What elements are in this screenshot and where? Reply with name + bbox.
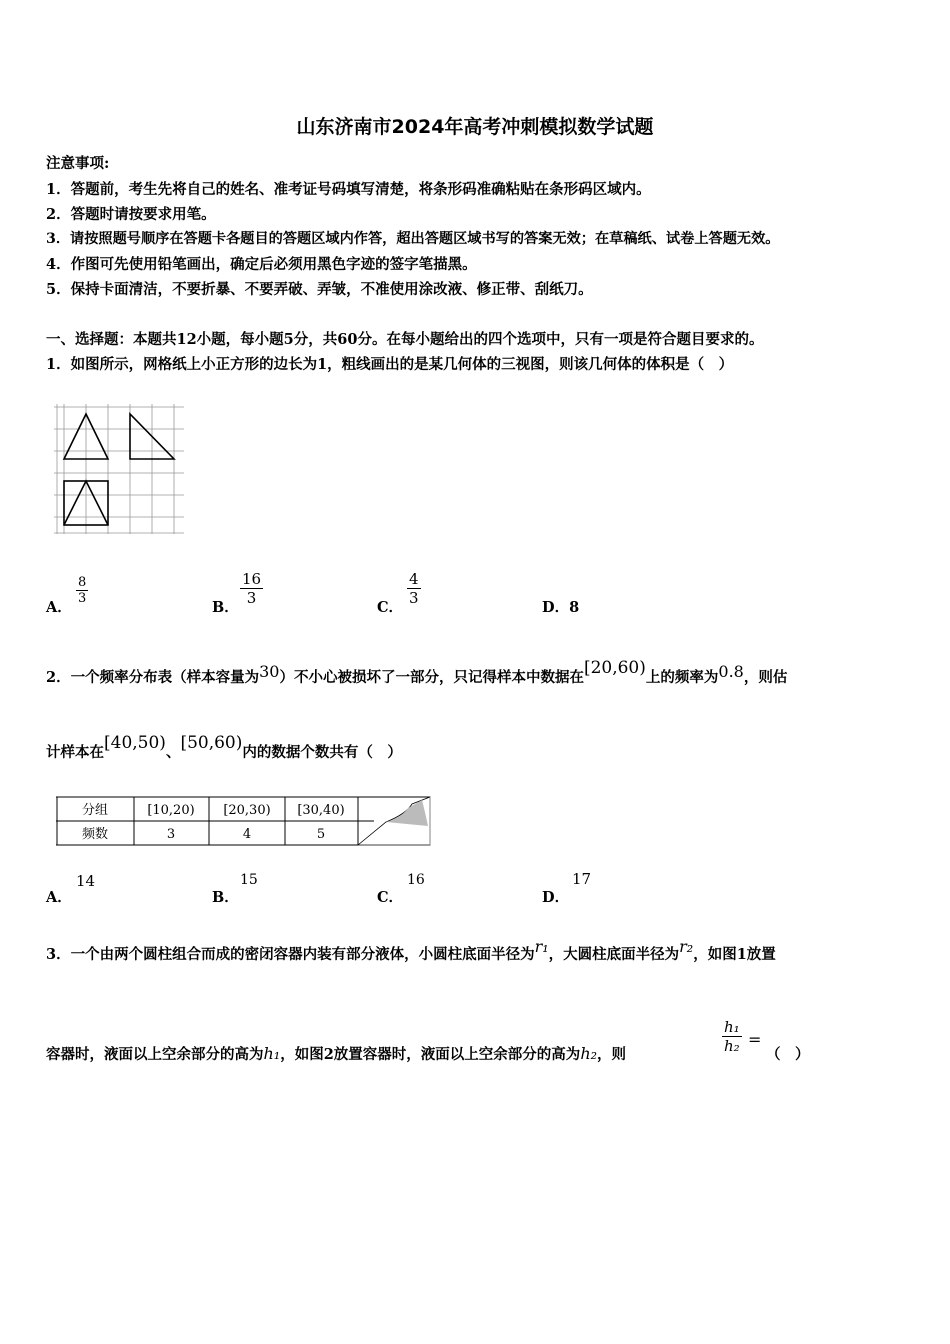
table-header-cell: 分组 <box>81 803 109 818</box>
table-header-cell: [10,20) <box>147 803 195 818</box>
q2-option-d-value: 17 <box>572 870 592 888</box>
notes-heading: 注意事项: <box>46 155 110 172</box>
note-item: 5．保持卡面清洁，不要折暴、不要弄破、弄皱，不准使用涂改液、修正带、刮纸刀。 <box>46 281 593 298</box>
view-outlines <box>64 414 174 525</box>
q1-option-b[interactable]: B． <box>212 599 239 616</box>
q2-option-d[interactable]: D． <box>542 889 570 906</box>
q2-option-c-value: 16 <box>407 872 425 888</box>
question-3-line-1: 3．一个由两个圆柱组合而成的密闭容器内装有部分液体，小圆柱底面半径为r₁，大圆柱底面半径为r₂，如图1放置 <box>46 937 776 963</box>
question-3-line-2: 容器时，液面以上空余部分的高为h₁，如图2放置容器时，液面以上空余部分的高为h₂，则 <box>46 1044 627 1063</box>
section-heading: 一、选择题：本题共12小题，每小题5分，共60分。在每小题给出的四个选项中，只有一项是符合题目要求的。 <box>46 331 764 348</box>
q2-option-b-value: 15 <box>240 872 258 888</box>
note-item: 4．作图可先使用铅笔画出，确定后必须用黑色字迹的签字笔描黑。 <box>46 256 477 273</box>
q1-option-b-fraction: $\frac{16}{3}$ <box>242 570 262 607</box>
q2-option-a[interactable]: A． <box>46 889 72 906</box>
q2-option-c[interactable]: C． <box>377 889 404 906</box>
torn-shadow <box>386 800 428 826</box>
question-2-line-2: 计样本在[40,50)、[50,60)内的数据个数共有（ ） <box>46 733 402 761</box>
q3-ratio-fraction: $\frac{\text{h₁}}{\text{h₂}}$ <box>724 1018 740 1055</box>
table-cell: 5 <box>316 827 326 842</box>
table-cell: 3 <box>166 827 176 842</box>
three-view-figure <box>54 404 186 536</box>
table-header-cell: [30,40) <box>297 803 345 818</box>
q1-option-a[interactable]: A． <box>46 599 72 616</box>
page-title: 山东济南市2024年高考冲刺模拟数学试题 <box>296 116 654 138</box>
q1-option-d[interactable]: D．8 <box>542 599 580 616</box>
q2-option-b[interactable]: B． <box>212 889 239 906</box>
table-cell: 4 <box>242 827 252 842</box>
table-header-cell: [20,30) <box>223 803 271 818</box>
q1-option-c[interactable]: C． <box>377 599 404 616</box>
q1-option-c-fraction: $\frac{4}{3}$ <box>409 570 419 607</box>
frequency-table <box>56 796 432 848</box>
q1-option-a-fraction: $\frac{8}{3}$ <box>78 575 87 606</box>
note-item: 1．答题前，考生先将自己的姓名、准考证号码填写清楚，将条形码准确粘贴在条形码区域内。 <box>46 181 651 198</box>
note-item: 3．请按照题号顺序在答题卡各题目的答题区域内作答，超出答题区域书写的答案无效；在草稿纸、试卷上答题无效。 <box>46 231 780 247</box>
table-cell: 频数 <box>81 827 109 842</box>
note-item: 2．答题时请按要求用笔。 <box>46 206 216 223</box>
q2-option-a-value: 14 <box>76 872 96 890</box>
question-1-text: 1．如图所示，网格纸上小正方形的边长为1，粗线画出的是某几何体的三视图，则该几何体的体积是（ ） <box>46 356 734 373</box>
q3-equals-sign: = <box>748 1030 762 1049</box>
grid-lines <box>54 404 184 534</box>
q3-answer-blank: （ ） <box>766 1046 810 1063</box>
question-2-line-1: 2．一个频率分布表（样本容量为30）不小心被损坏了一部分，只记得样本中数据在[20,60)上的频率为0.8，则估 <box>46 658 788 686</box>
